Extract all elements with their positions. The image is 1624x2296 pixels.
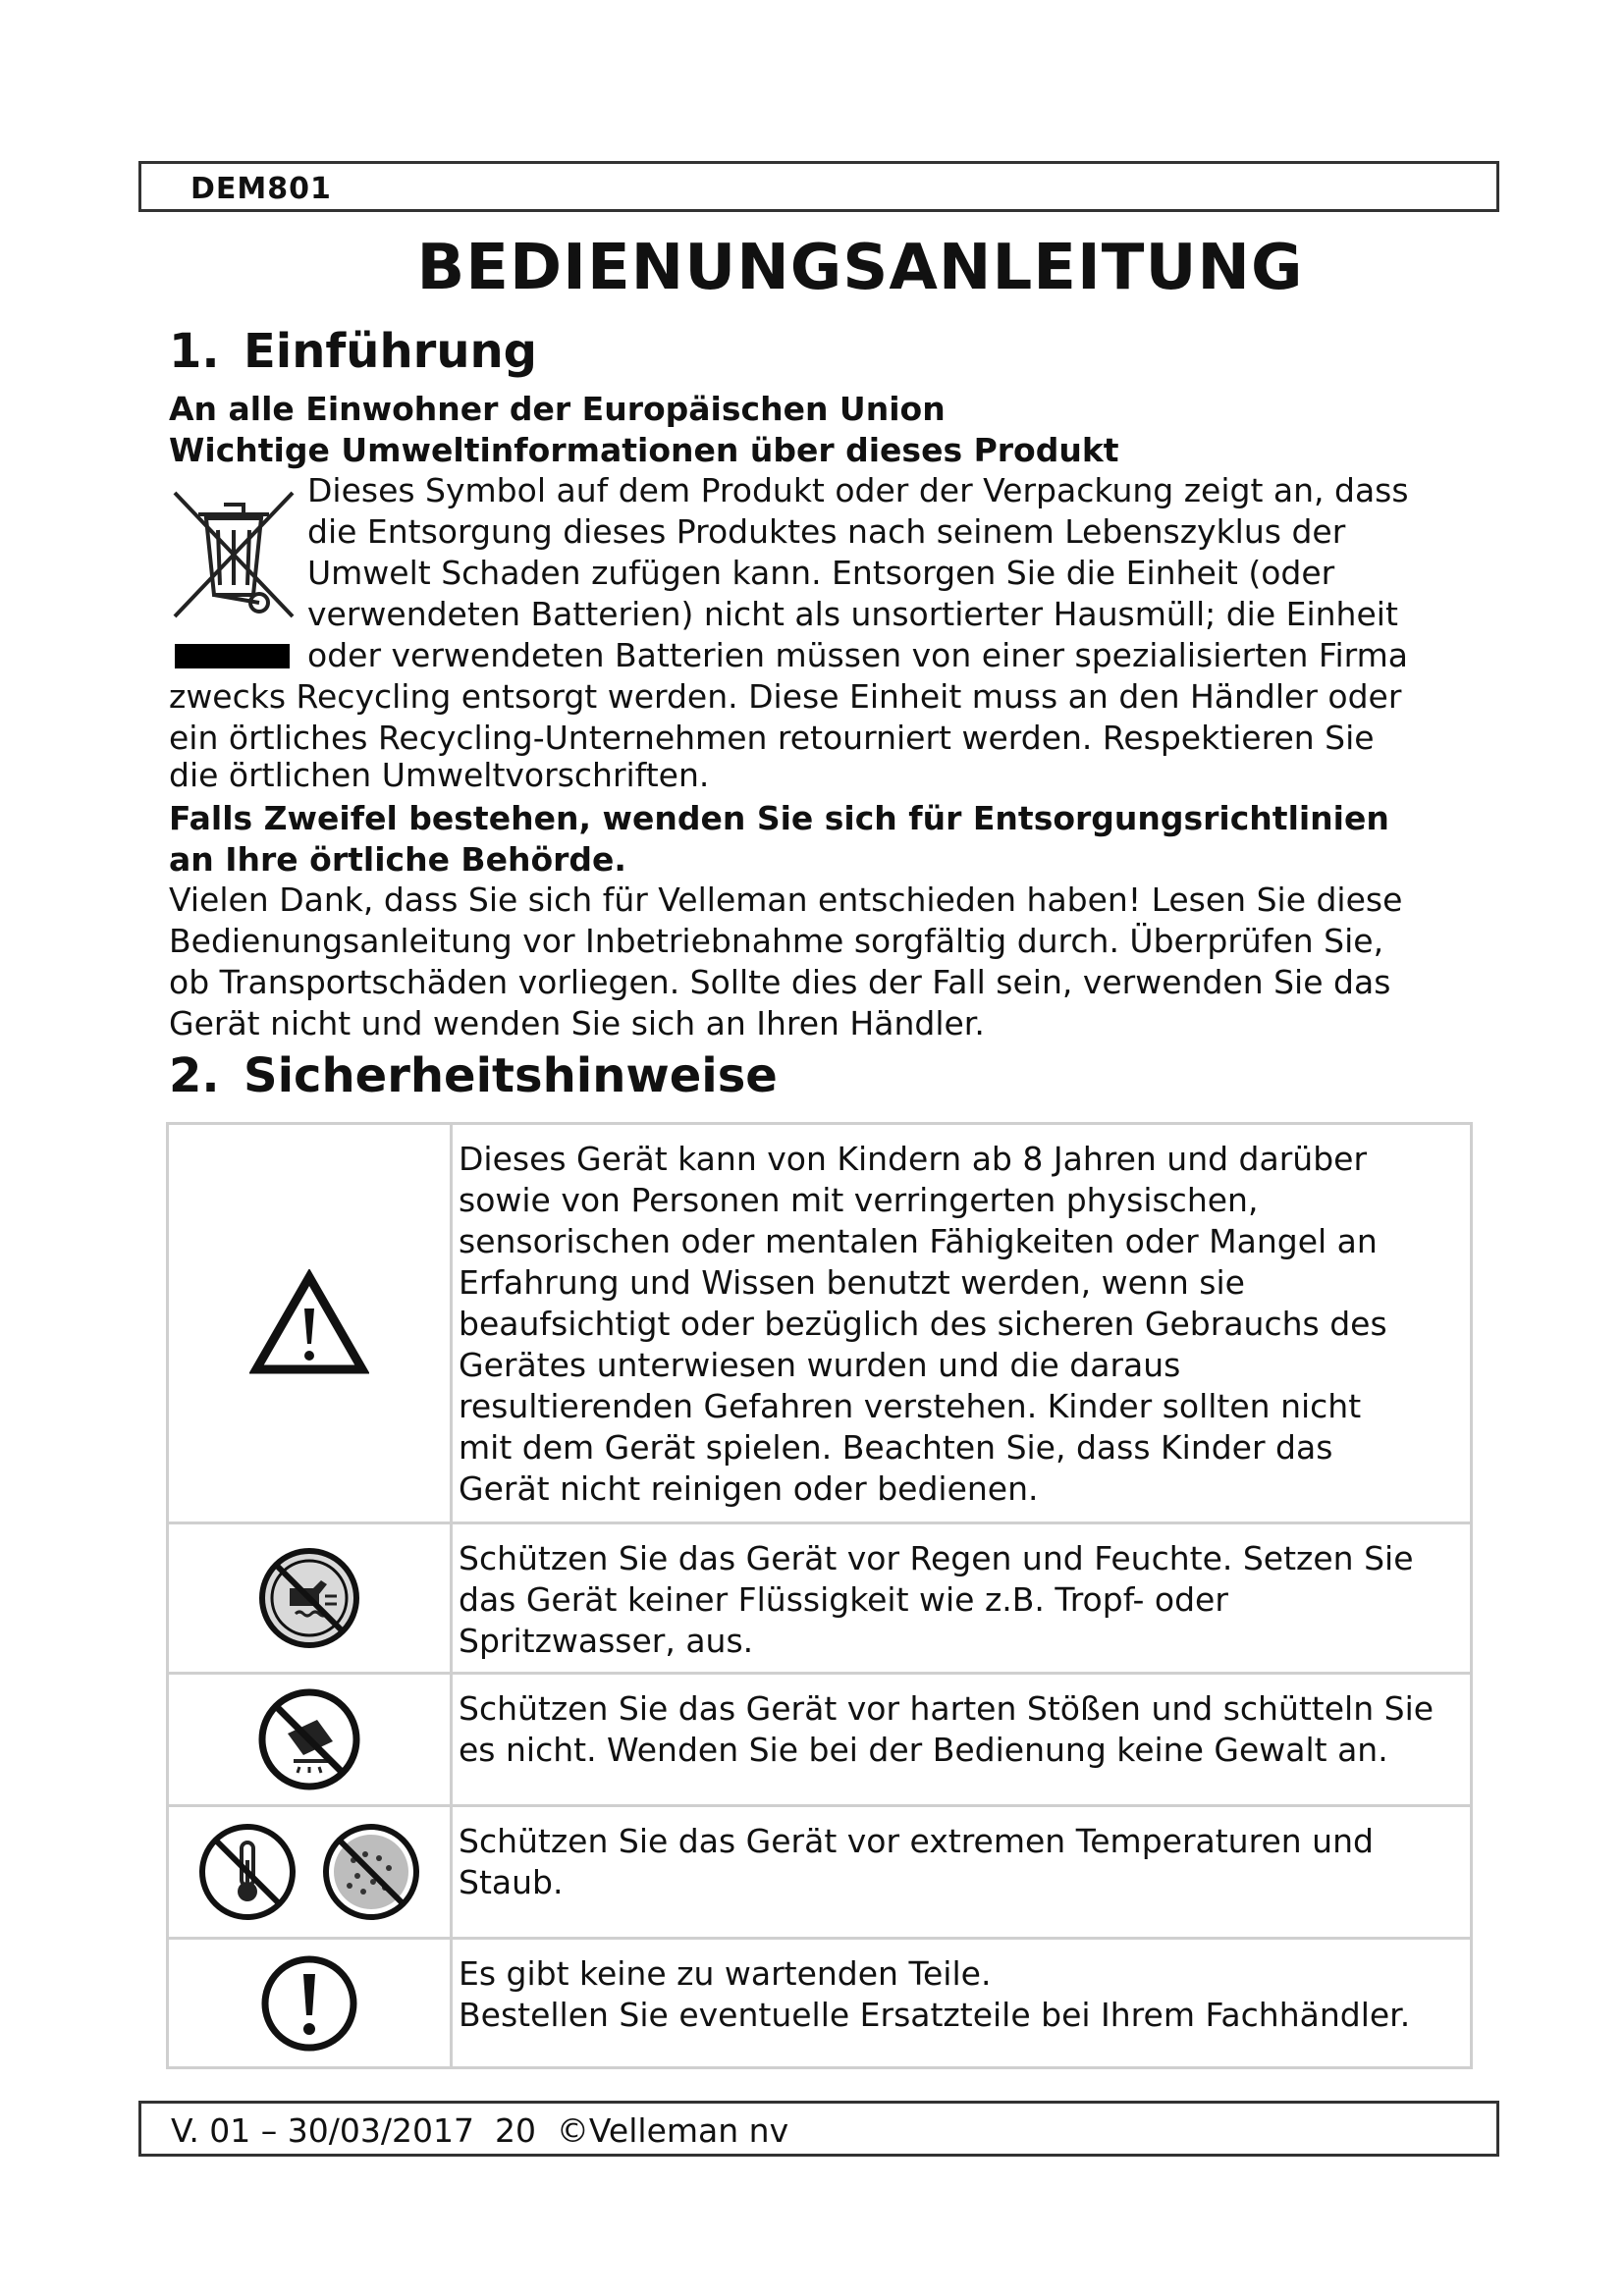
weee-line: die Entsorgung dieses Produktes nach seinem Lebenszyklus der xyxy=(307,512,1346,551)
eu-line-1: An alle Einwohner der Europäischen Union xyxy=(169,390,946,428)
safety-line: Gerät nicht reinigen oder bedienen. xyxy=(459,1469,1039,1508)
weee-line: oder verwendeten Batterien müssen von einer spezialisierten Firma xyxy=(307,636,1408,674)
no-moisture-icon xyxy=(256,1545,362,1651)
safety-row xyxy=(168,1124,1472,1523)
model-number: DEM801 xyxy=(190,172,332,206)
safety-line: Schützen Sie das Gerät vor Regen und Feuchte. Setzen Sie xyxy=(459,1539,1414,1577)
section-1-number: 1. xyxy=(169,324,220,379)
eu-line-2: Wichtige Umweltinformationen über dieses Produkt xyxy=(169,431,1119,469)
safety-line: das Gerät keiner Flüssigkeit wie z.B. Tropf- oder xyxy=(459,1580,1228,1619)
safety-line: Es gibt keine zu wartenden Teile. xyxy=(459,1954,992,1993)
safety-line: es nicht. Wenden Sie bei der Bedienung keine Gewalt an. xyxy=(459,1731,1388,1769)
safety-line: Schützen Sie das Gerät vor extremen Temperaturen und xyxy=(459,1822,1374,1860)
attention-icon xyxy=(258,1952,360,2055)
weee-line: verwendeten Batterien) nicht als unsortierter Hausmüll; die Einheit xyxy=(307,595,1398,633)
safety-line: Bestellen Sie eventuelle Ersatzteile bei Ihrem Fachhändler. xyxy=(459,1996,1411,2034)
safety-icon-cell xyxy=(168,1806,452,1939)
safety-row xyxy=(168,1523,1472,1674)
warning-triangle-icon xyxy=(249,1269,369,1377)
section-1-title: Einführung xyxy=(244,324,538,379)
weee-bin-icon xyxy=(167,479,300,624)
safety-line: Spritzwasser, aus. xyxy=(459,1622,754,1660)
weee-cont-line: ein örtliches Recycling-Unternehmen retourniert werden. Respektieren Sie xyxy=(169,719,1375,757)
safety-text-cell xyxy=(452,1939,1472,2068)
section-2-number: 2. xyxy=(169,1048,220,1103)
section-2-heading xyxy=(169,1048,778,1103)
safety-line: beaufsichtigt oder bezüglich des sicheren Gebrauchs des xyxy=(459,1305,1387,1343)
doubt-line: Falls Zweifel bestehen, wenden Sie sich für Entsorgungsrichtlinien xyxy=(169,799,1389,837)
footer-text: V. 01 – 30/03/2017 20 ©Velleman nv xyxy=(171,2111,789,2150)
safety-text-cell xyxy=(452,1806,1472,1939)
page-title: BEDIENUNGSANLEITUNG xyxy=(416,232,1304,304)
safety-table xyxy=(166,1122,1473,2069)
doubt-line: an Ihre örtliche Behörde. xyxy=(169,840,626,879)
no-dust-icon xyxy=(320,1821,422,1923)
weee-line: Dieses Symbol auf dem Produkt oder der Verpackung zeigt an, dass xyxy=(307,471,1409,509)
weee-line: Umwelt Schaden zufügen kann. Entsorgen Sie die Einheit (oder xyxy=(307,554,1335,592)
weee-cont-line: zwecks Recycling entsorgt werden. Diese Einheit muss an den Händler oder xyxy=(169,677,1402,716)
safety-line: Gerätes unterwiesen wurden und die daraus xyxy=(459,1346,1181,1384)
safety-text-cell xyxy=(452,1124,1472,1523)
safety-icon-cell xyxy=(168,1523,452,1674)
safety-line: Schützen Sie das Gerät vor harten Stößen und schütteln Sie xyxy=(459,1689,1435,1728)
no-shock-icon xyxy=(256,1686,362,1792)
thanks-line: Vielen Dank, dass Sie sich für Velleman entschieden haben! Lesen Sie diese xyxy=(169,881,1403,919)
safety-row xyxy=(168,1806,1472,1939)
safety-line: mit dem Gerät spielen. Beachten Sie, dass Kinder das xyxy=(459,1428,1333,1467)
header-box xyxy=(138,161,1499,212)
safety-row xyxy=(168,1939,1472,2068)
thanks-line: Bedienungsanleitung vor Inbetriebnahme sorgfältig durch. Überprüfen Sie, xyxy=(169,922,1384,960)
thanks-line: ob Transportschäden vorliegen. Sollte dies der Fall sein, verwenden Sie das xyxy=(169,963,1391,1001)
safety-text-cell xyxy=(452,1523,1472,1674)
safety-line: Dieses Gerät kann von Kindern ab 8 Jahren und darüber xyxy=(459,1140,1368,1178)
safety-line: resultierenden Gefahren verstehen. Kinder sollten nicht xyxy=(459,1387,1362,1425)
weee-bar xyxy=(175,644,290,668)
weee-cont-line: die örtlichen Umweltvorschriften. xyxy=(169,756,710,794)
no-temperature-icon xyxy=(196,1821,298,1923)
footer-box xyxy=(138,2101,1499,2157)
section-1-heading xyxy=(169,324,537,379)
safety-line: sensorischen oder mentalen Fähigkeiten oder Mangel an xyxy=(459,1222,1378,1260)
safety-icon-cell xyxy=(168,1674,452,1806)
safety-line: Staub. xyxy=(459,1863,564,1901)
safety-text-cell xyxy=(452,1674,1472,1806)
safety-row xyxy=(168,1674,1472,1806)
safety-line: sowie von Personen mit verringerten physischen, xyxy=(459,1181,1259,1219)
section-2-title: Sicherheitshinweise xyxy=(244,1048,778,1103)
safety-line: Erfahrung und Wissen benutzt werden, wenn sie xyxy=(459,1263,1245,1302)
thanks-line: Gerät nicht und wenden Sie sich an Ihren Händler. xyxy=(169,1004,985,1042)
safety-icon-cell xyxy=(168,1124,452,1523)
safety-icon-cell xyxy=(168,1939,452,2068)
